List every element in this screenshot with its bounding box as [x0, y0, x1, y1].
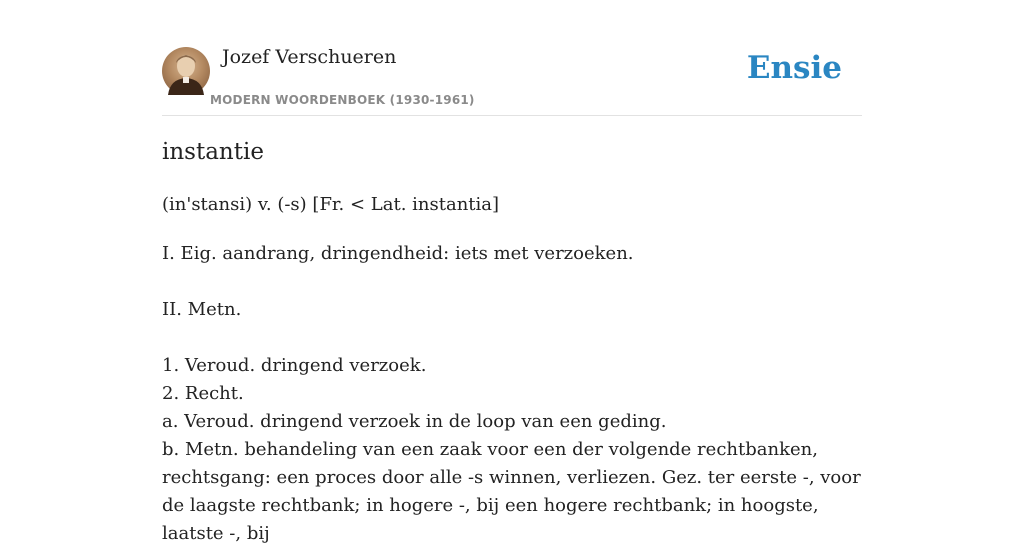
- page-header: [162, 0, 862, 116]
- entry-pronunciation: (in'stansi) v. (-s) [Fr. < Lat. instantia]: [162, 194, 500, 215]
- author-portrait-icon: [162, 47, 210, 95]
- entry-definition: [162, 240, 862, 548]
- definition-line: b. Metn. behandeling van een zaak voor een der volgende rechtbanken, rechtsgang: een proces door alle -s winnen, verliezen. Gez. ter eerste -, voor de laagste rechtbank; in hogere -, bij een hogere rechtbank; in hoogste, laatste -, bij: [162, 439, 861, 544]
- brand-logo[interactable]: Ensie: [746, 50, 842, 86]
- author-avatar[interactable]: [162, 47, 210, 95]
- source-label[interactable]: MODERN WOORDENBOEK (1930-1961): [210, 93, 475, 107]
- definition-line: I. Eig. aandrang, dringendheid: iets met verzoeken.: [162, 243, 634, 264]
- author-name[interactable]: Jozef Verschueren: [222, 46, 397, 68]
- definition-line: 2. Recht.: [162, 383, 244, 404]
- definition-line: a. Veroud. dringend verzoek in de loop van een geding.: [162, 411, 667, 432]
- definition-line: II. Metn.: [162, 299, 242, 320]
- page-container: [162, 0, 862, 544]
- entry-headword: instantie: [162, 139, 264, 165]
- definition-line: 1. Veroud. dringend verzoek.: [162, 355, 427, 376]
